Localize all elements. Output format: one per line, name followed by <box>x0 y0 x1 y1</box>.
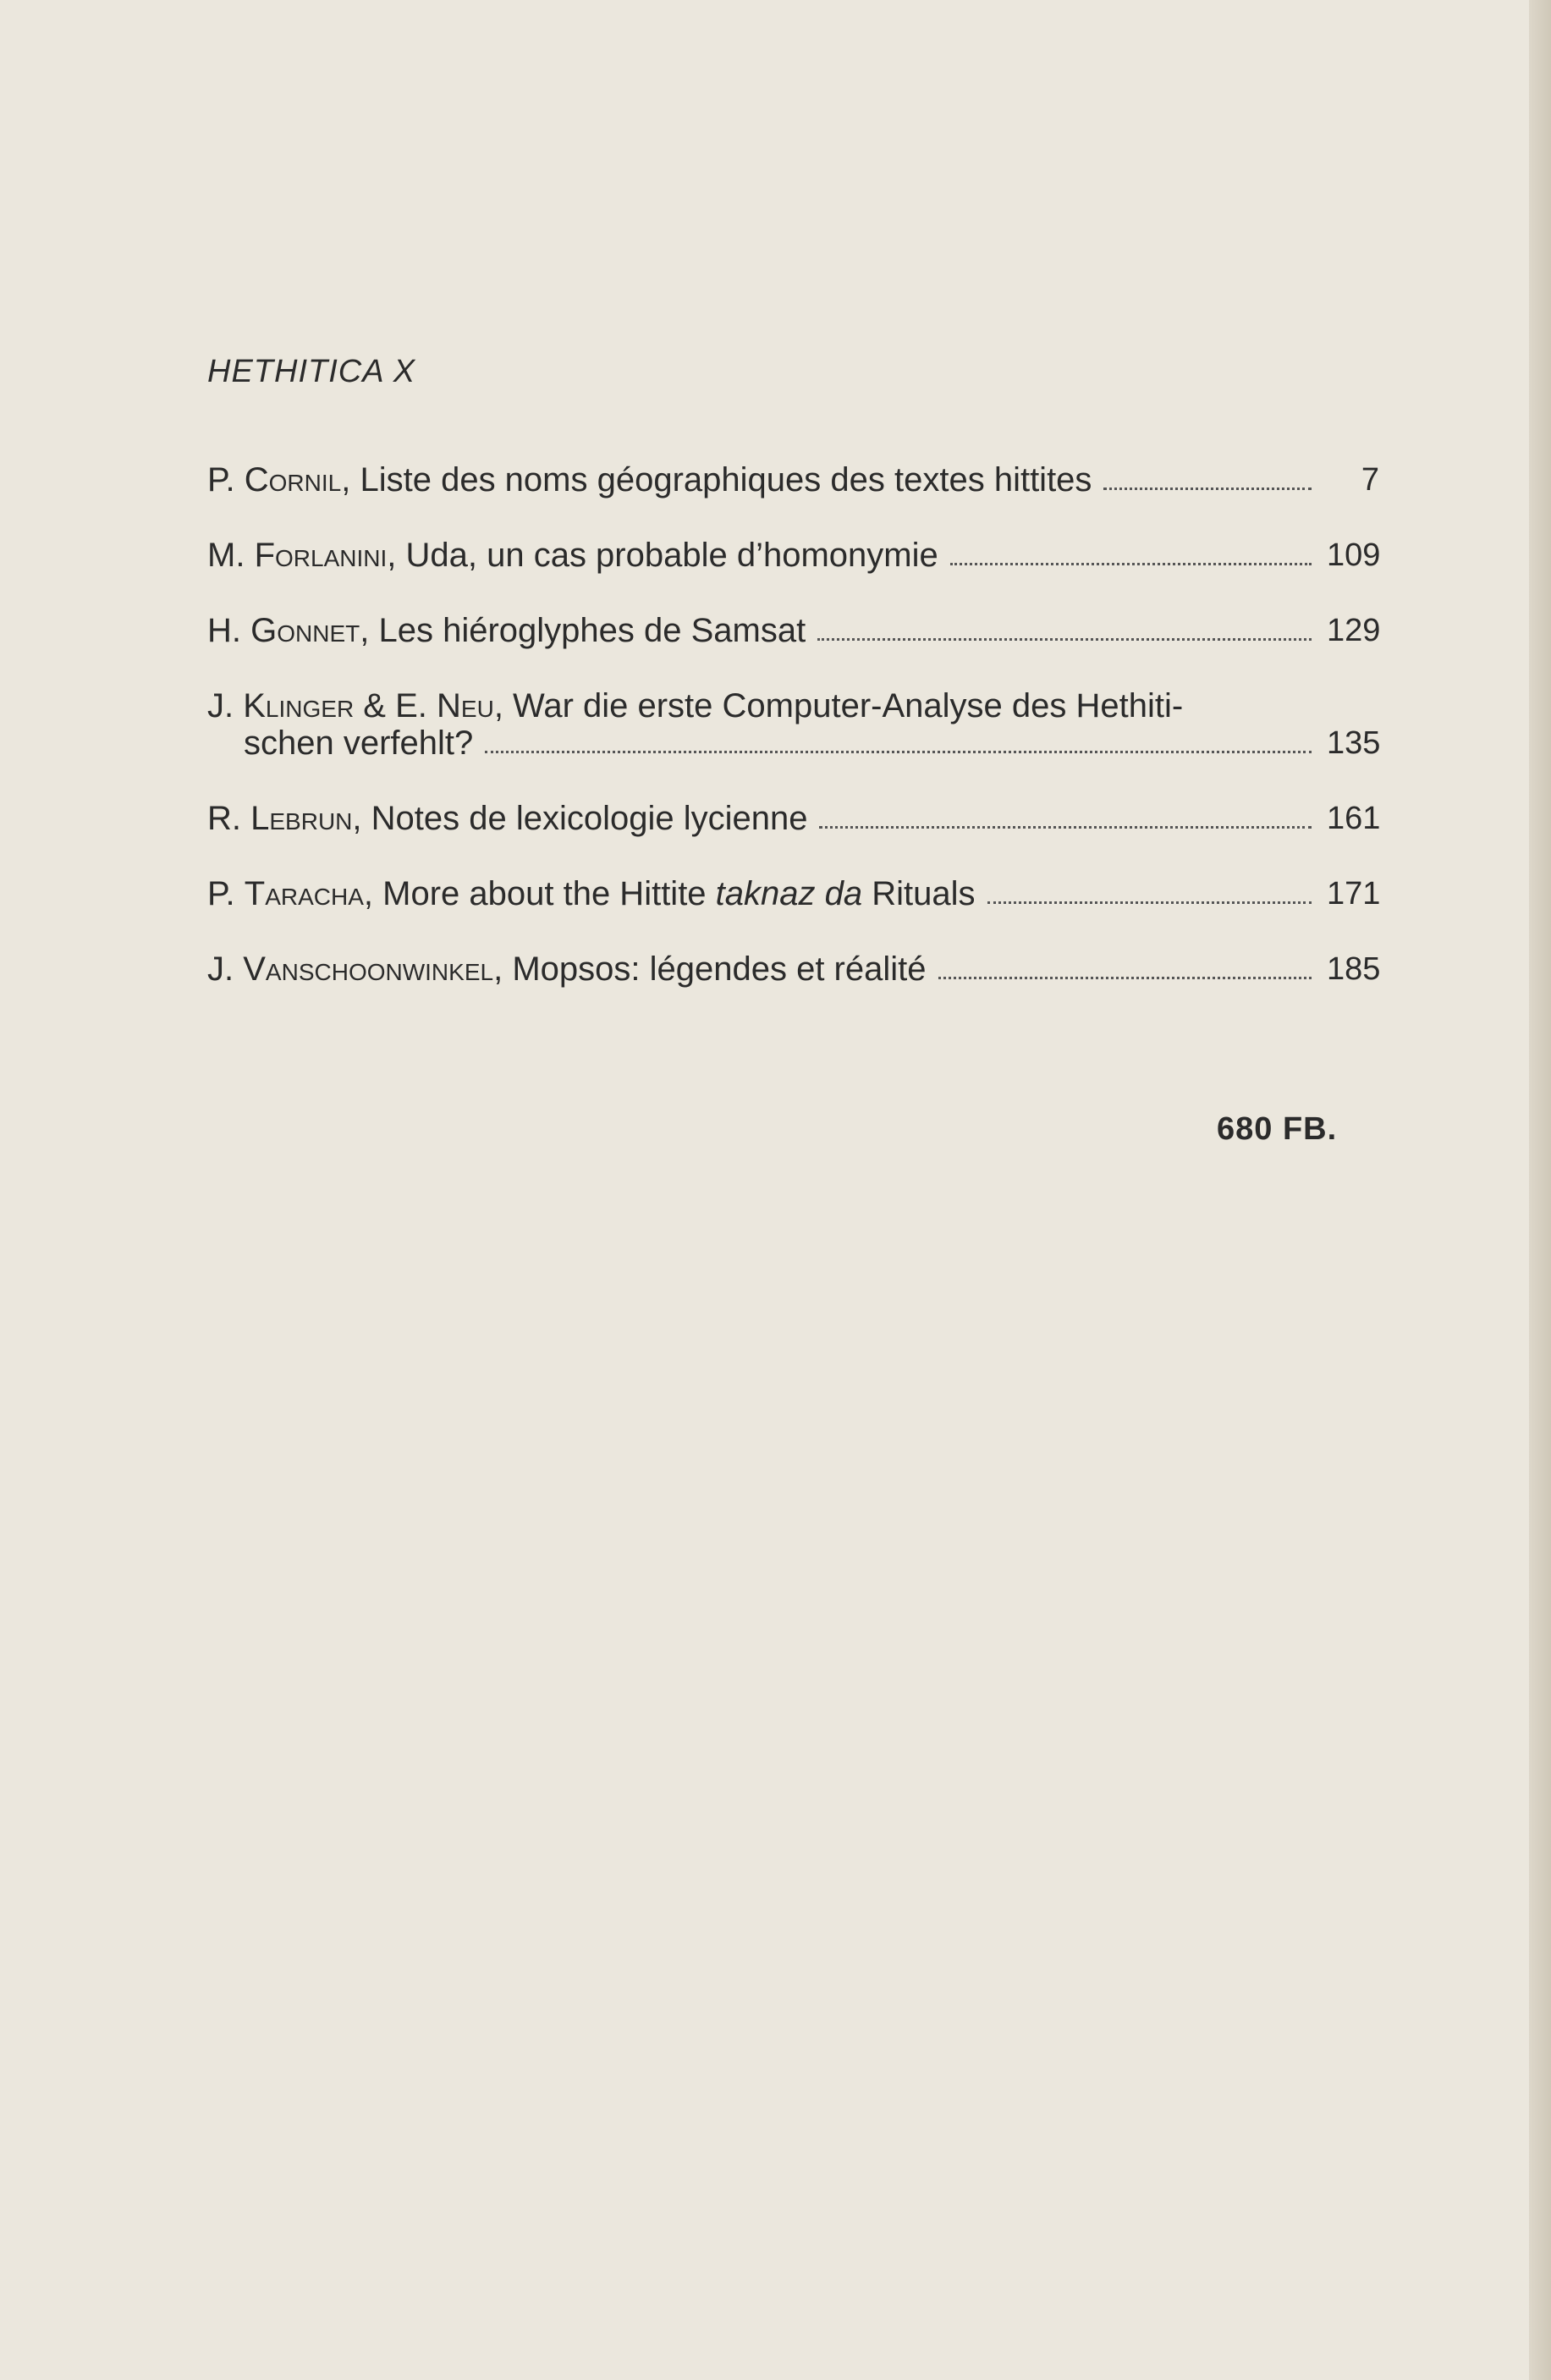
page-number: 171 <box>1327 876 1381 912</box>
toc-entry-vanschoonwinkel: J. Vanschoonwinkel, Mopsos: légendes et réalité 185 <box>207 950 1381 988</box>
entry-title: Liste des noms géographiques des textes hittites <box>360 461 1092 499</box>
table-of-contents <box>207 461 1379 1026</box>
author-name: Klinger <box>243 687 355 724</box>
page-number: 161 <box>1327 801 1381 837</box>
toc-entry-taracha: P. Taracha, More about the Hittite taknaz da Rituals 171 <box>207 875 1381 912</box>
page-number: 129 <box>1327 613 1381 649</box>
toc-entry-forlanini: M. Forlanini, Uda, un cas probable d’homonymie 109 <box>207 537 1381 574</box>
page-number: 135 <box>1327 725 1381 762</box>
dot-leader <box>819 826 1312 829</box>
entry-title-post: Rituals <box>872 875 976 912</box>
entry-title: Notes de lexicologie lycienne <box>371 800 808 837</box>
author-initial: H. <box>207 612 241 649</box>
entry-title: Mopsos: légendes et réalité <box>512 950 927 988</box>
toc-entry-cornil: P. Cornil, Liste des noms géographiques des textes hittites 7 <box>207 461 1379 499</box>
dot-leader <box>485 751 1312 753</box>
spine-edge <box>1529 0 1551 2380</box>
author-name: Taracha <box>244 875 364 912</box>
dot-leader <box>817 638 1312 641</box>
entry-title: Les hiéroglyphes de Samsat <box>378 612 806 649</box>
author-initial: P. <box>207 875 235 912</box>
author-initial: M. <box>207 537 245 574</box>
entry-title-line1: War die erste Computer-Analyse des Hethiti- <box>513 687 1184 724</box>
author-initial: R. <box>207 800 241 837</box>
dot-leader <box>950 563 1312 565</box>
page-number: 7 <box>1361 462 1379 499</box>
page-number: 109 <box>1327 537 1381 574</box>
dot-leader <box>938 977 1312 979</box>
author-initial: P. <box>207 461 235 499</box>
toc-entry-klinger-neu: J. Klinger & E. Neu, War die erste Computer-Analyse des Hethiti- schen verfehlt? 135 <box>207 687 1381 762</box>
entry-title-line2: schen verfehlt? <box>244 724 474 762</box>
dot-leader <box>987 901 1312 904</box>
page-number: 185 <box>1327 951 1381 988</box>
price: 680 FB. <box>1217 1111 1338 1147</box>
author-name: Cornil <box>244 461 342 499</box>
dot-leader <box>1103 488 1312 490</box>
author-initial: J. <box>207 687 234 724</box>
toc-entry-lebrun: R. Lebrun, Notes de lexicologie lycienne 161 <box>207 800 1381 837</box>
author-name: Forlanini <box>254 537 388 574</box>
author-name: Gonnet <box>250 612 360 649</box>
entry-title-pre: More about the Hittite <box>382 875 707 912</box>
entry-title-italic: taknaz da <box>715 875 863 912</box>
series-title: HETHITICA X <box>207 354 416 389</box>
toc-entry-gonnet: H. Gonnet, Les hiéroglyphes de Samsat 129 <box>207 612 1381 649</box>
coauthor-name: Neu <box>437 687 494 724</box>
author-name: Lebrun <box>250 800 353 837</box>
author-initial: J. <box>207 950 234 988</box>
entry-title: Uda, un cas probable d’homonymie <box>405 537 938 574</box>
author-name: Vanschoonwinkel <box>243 950 494 988</box>
coauthor-initial: E. <box>395 687 427 724</box>
